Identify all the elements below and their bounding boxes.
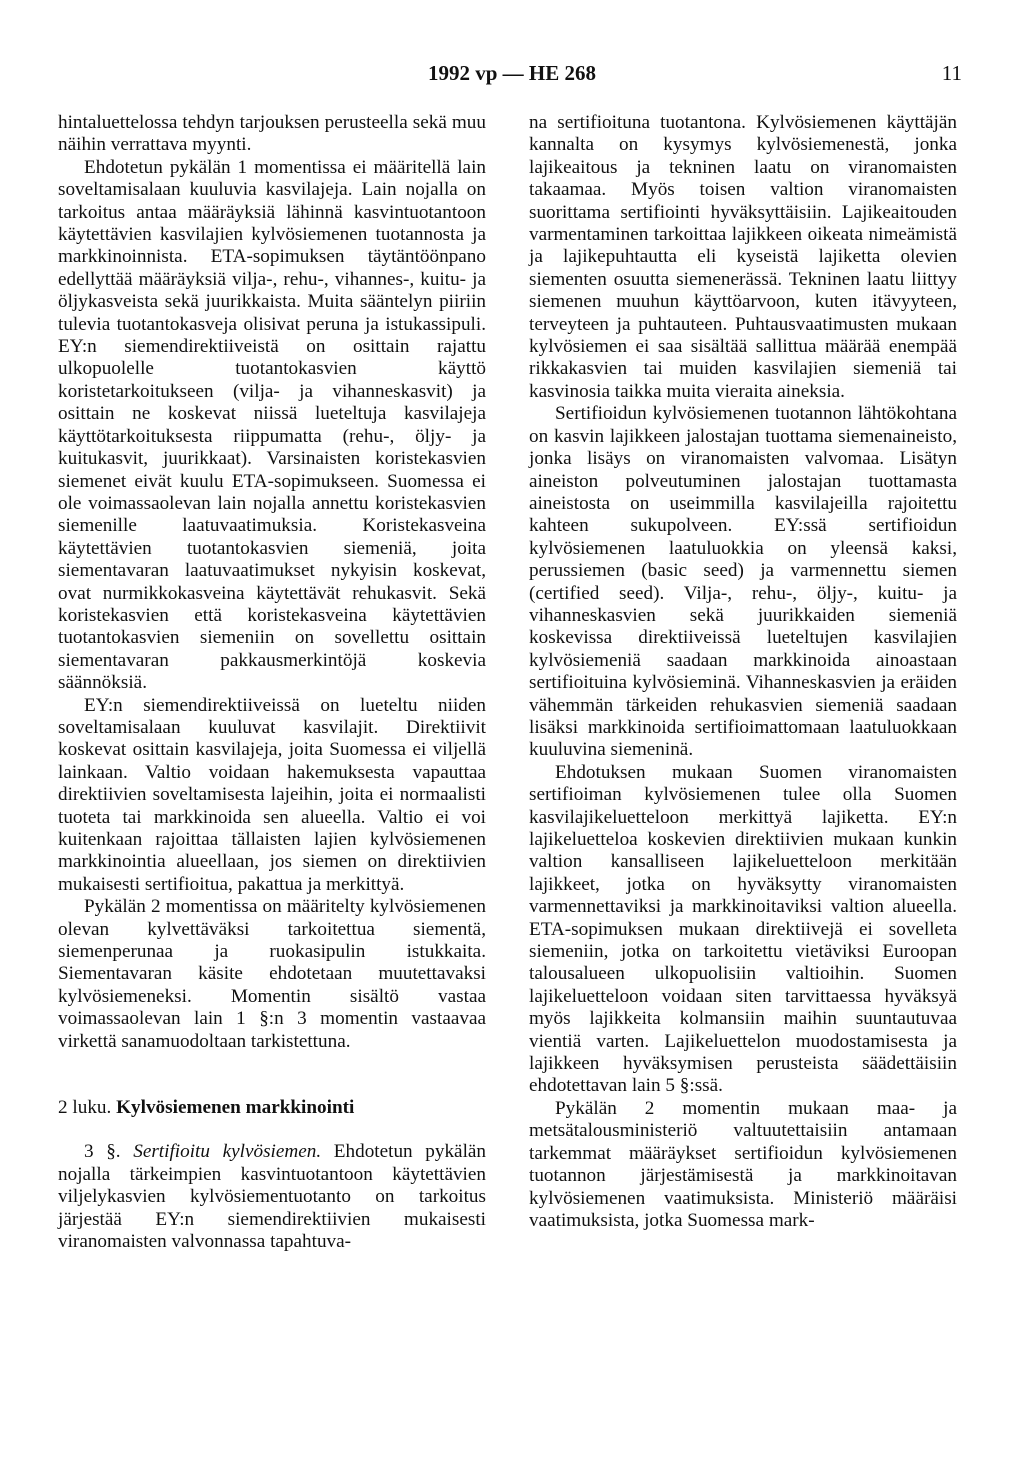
left-column — [58, 112, 486, 1254]
paragraph: na sertifioituna tuotantona. Kylvösiemenen käyttäjän kannalta on kysymys kylvösiemenestä, jonka lajikeaitous ja tekninen laatu on viranomaisten takaamaa. Myös toisen valtion viranomaisten suorittama sertifiointi hyväksyttäisiin. Lajikeaitouden varmentaminen tarkoittaa lajikkeen oikeata nimeämistä ja lajikepuhtautta eli kyseistä lajiketta olevien siementen osuutta siemenerässä. Tekninen laatu liittyy siemenen muuhun käyttöarvoon, kuten itävyyteen, terveyteen ja puhtauteen. Puhtausvaatimusten mukaan kylvösiemen ei saa sisältää sallittua määrää enempää rikkakasvien tai muiden kasvilajien siemeniä tai kasvinosia taikka muita vieraita aineksia. — [529, 112, 957, 402]
right-column — [529, 112, 957, 1232]
paragraph: Sertifioidun kylvösiemenen tuotannon lähtökohtana on kasvin lajikkeen jalostajan tuottama siemenaineisto, jonka lisäys on viranomaisten valvomaa. Lisätyn aineiston polveutuminen jalostajan tuottamasta aineistosta on useimmilla kasvilajeilla rajoitettu kahteen sukupolveen. EY:ssä sertifioidun kylvösiemenen laatuluokkia on yleensä kaksi, perussiemen (basic seed) ja varmennettu siemen (certified seed). Vilja-, rehu-, öljy-, kuitu- ja vihanneskasvien sekä juurikkaiden siemeniä koskevissa direktiiveissä lueteltujen kasvilajien kylvösiemeniä saadaan markkinoida ainoastaan sertifioituina kylvösieminä. Vihanneskasvien ja eräiden vähemmän tärkeiden rehukasvien siemeniä saadaan lisäksi markkinoida sertifioimattomaan laatuluokkaan kuuluvina siemeninä. — [529, 403, 957, 761]
chapter-title: Kylvösiemenen markkinointi — [116, 1097, 355, 1119]
section-number: 3 §. — [84, 1141, 121, 1163]
paragraph: hintaluettelossa tehdyn tarjouksen perusteella sekä muu näihin verrattava myynti. — [58, 112, 486, 156]
chapter-number: 2 luku. — [58, 1097, 112, 1119]
section-text: Ehdotetun pykälän nojalla tärkeimpien kasvintuotantoon käytettävien viljelykasvien kylvösiementuotanto on tarkoitus järjestää EY:n siemendirektiivien mukaisesti viranomaisten valvonnassa tapahtuva- — [58, 1141, 487, 1253]
document-reference: 1992 vp — HE 268 — [427, 61, 597, 85]
paragraph: Ehdotetun pykälän 1 momentissa ei määritellä lain soveltamisalaan kuuluvia kasvilajeja. Lain nojalla on tarkoitus antaa määräyksiä lähinnä kasvintuotantoon käytettävien kasvilajien kylvösiemenen tuotannosta ja markkinoinnista. ETA-sopimuksen täytäntöönpano edellyttää määräyksiä vilja-, rehu-, vihannes-, kuitu- ja öljykasveista sekä juurikkaista. Muita sääntelyn piiriin tulevia tuotantokasveja olisivat peruna ja istukassipuli. EY:n siemendirektiiveistä on osittain rajattu ulkopuolelle tuotantokasvien käyttö koristetarkoitukseen (vilja- ja vihanneskasvit) ja osittain ne koskevat niissä lueteltuja kasvilajeja käyttötarkoituksesta riippumatta (rehu-, öljy- ja kuitukasvit, juurikkaat). Varsinaisten koristekasvien siemenet eivät kuulu ETA-sopimukseen. Suomessa ei ole voimassaolevan lain nojalla annettu koristekasvien siemenille laatuvaatimuksia. Koristekasveina käytettävien tuotantokasvien siemeniä, joita siementavaran laatuvaatimukset nykyisin koskevat, ovat nurmikkokasveina käytettävät rehukasvit. Sekä koristekasvien että koristekasveina käytettävien tuotantokasvien siemeniin on sovellettu osittain siementavaran pakkausmerkintöjä koskevia säännöksiä. — [58, 156, 486, 694]
section-paragraph — [58, 1141, 486, 1253]
page-header — [0, 58, 1024, 88]
page-number: 11 — [941, 61, 962, 85]
paragraph: Pykälän 2 momentissa on määritelty kylvösiemenen olevan kylvettäväksi tarkoitettua siementä, siemenperunaa ja ruokasipulin istukkaita. Siementavaran käsite ehdotetaan muutettavaksi kylvösiemeneksi. Momentin sisältö vastaa voimassaolevan lain 1 §:n 3 momentin vastaavaa virkettä sanamuodoltaan tarkistettuna. — [58, 896, 486, 1052]
section-title: Sertifioitu kylvösiemen. — [133, 1141, 322, 1163]
paragraph: Ehdotuksen mukaan Suomen viranomaisten sertifioiman kylvösiemenen tulee olla Suomen kasvilajikeluetteloon merkittyä lajiketta. EY:n lajikeluetteloa koskevien direktiivien mukaan kunkin valtion kansalliseen lajikeluetteloon merkitään lajikkeet, jotka on hyväksytty viranomaisten varmennettaviksi ja markkinoitaviksi valtion alueella. ETA-sopimuksen mukaan direktiivejä ei sovelleta siemeniin, jotka on tarkoitettu vietäviksi Euroopan talousalueen ulkopuolisiin valtioihin. Suomen lajikeluetteloon voidaan siten tarvittaessa hyväksyä myös lajikkeita kolmansiin maihin suuntautuvaa vientiä varten. Lajikeluettelon muodostamisesta ja lajikkeen hyväksymisen perusteista säädettäisiin ehdotettavan lain 5 §:ssä. — [529, 761, 957, 1097]
chapter-heading — [58, 1097, 486, 1119]
paragraph: Pykälän 2 momentin mukaan maa- ja metsätalousministeriö valtuutettaisiin antamaan tarkemmat määräykset sertifioidun kylvösiemenen tuotannon järjestämisestä ja markkinoitavan kylvösiemenen vaatimuksista. Ministeriö määräisi vaatimuksista, jotka Suomessa mark- — [529, 1097, 957, 1231]
paragraph: EY:n siemendirektiiveissä on lueteltu niiden soveltamisalaan kuuluvat kasvilajit. Direktiivit koskevat osittain kasvilajeja, joita Suomessa ei viljellä lainkaan. Valtio voidaan hakemuksesta vapauttaa direktiivien soveltamisesta lajeihin, joita ei normaalisti tuoteta tai markkinoida sen alueella. Valtio ei voi kuitenkaan rajoittaa tällaisten lajien kylvösiemenen markkinointia alueellaan, jos siemen on direktiivien mukaisesti sertifioitua, pakattua ja merkittyä. — [58, 694, 486, 895]
